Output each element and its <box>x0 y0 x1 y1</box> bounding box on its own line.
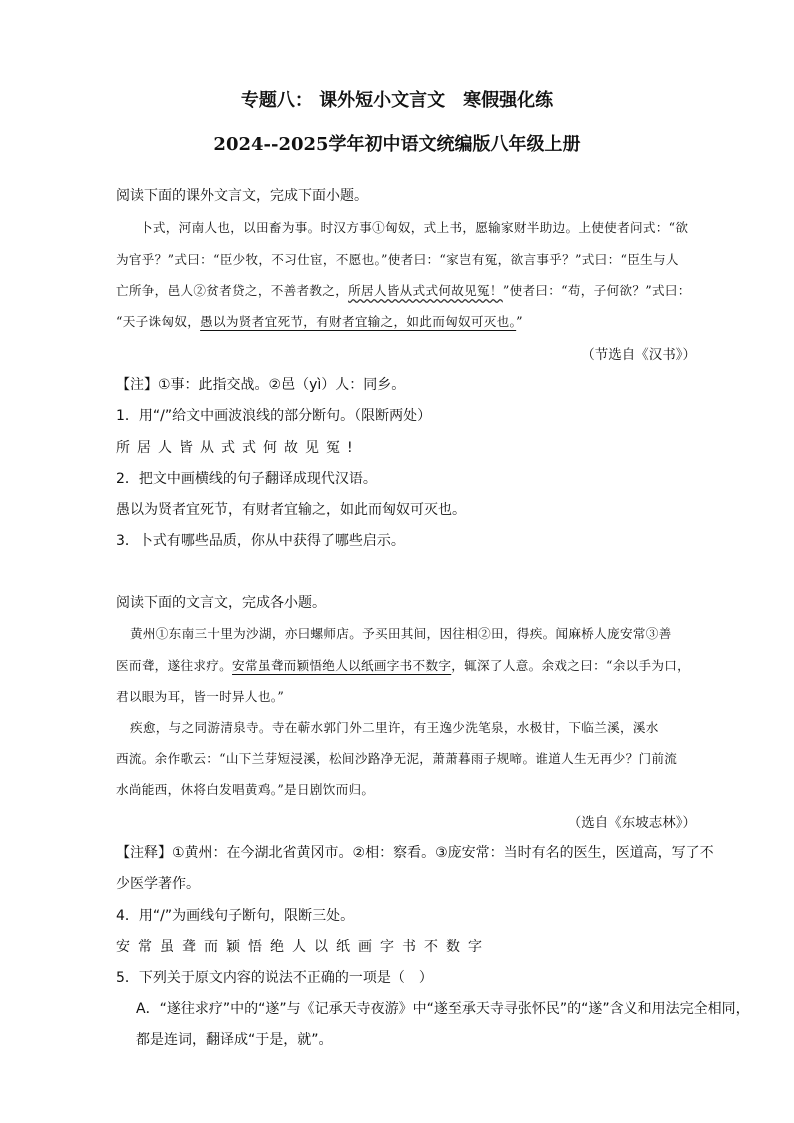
passage2-line2-end: ，辄深了人意。余戏之曰：“余以手为口， <box>451 658 691 673</box>
passage2-line5: 西流。余作歌云：“山下兰芽短浸溪，松间沙路净无泥，萧萧暮雨子规啼。谁道人生无再少？门前流 <box>116 751 678 766</box>
question-3: 3．卜式有哪些品质，你从中获得了哪些启示。 <box>116 533 405 549</box>
passage2-note-line2: 少医学著作。 <box>116 876 200 892</box>
question-5-option-a: A．“遂往求疗”中的“遂”与《记承天寺夜游》中“遂至承天寺寻张怀民”的“遂”含义和用法完全相同， <box>136 1001 750 1017</box>
passage1-line2: 为官乎？”式曰：“臣少牧，不习仕宦，不愿也。”使者曰：“家岂有冤，欲言事乎？”式曰：“臣生与人 <box>116 252 679 267</box>
passage1-note: 【注】①事：此指交战。②邑（yì）人：同乡。 <box>116 377 406 393</box>
passage1-line1: 卜式，河南人也，以田畜为事。时汉方事①匈奴，式上书，愿输家财半助边。上使使者问式：“欲 <box>140 220 689 235</box>
question-1: 1．用“/”给文中画波浪线的部分断句。（限断两处） <box>116 408 432 424</box>
question-5-option-a-cont: 都是连词，翻译成“于是，就”。 <box>136 1032 333 1048</box>
passage2-intro: 阅读下面的文言文，完成各小题。 <box>116 595 326 611</box>
question-4-text: 安常虽聋而颖悟绝人以纸画字书不数字 <box>116 939 490 955</box>
question-5: 5．下列关于原文内容的说法不正确的一项是（ ） <box>116 970 433 986</box>
page-title: 专题八： 课外短小文言文 寒假强化练 <box>240 90 554 111</box>
passage1-line4-start: “天子诛匈奴， <box>116 314 201 329</box>
passage1-source: （节选自《汉书》） <box>581 347 696 363</box>
passage1-intro: 阅读下面的课外文言文，完成下面小题。 <box>116 188 368 204</box>
underlined-sentence: 安常虽聋而颖悟绝人以纸画字书不数字 <box>232 658 452 673</box>
question-1-text: 所居人皆从式式何故见冤! <box>116 440 360 456</box>
page-subtitle: 2024--2025学年初中语文统编版八年级上册 <box>213 134 581 155</box>
passage1-line3-end: ”使者曰：“苟，子何欲？”式曰： <box>502 283 691 298</box>
passage2-line2-start: 医而聋，遂往求疗。 <box>116 658 233 673</box>
passage2-note-line1: 【注释】①黄州：在今湖北省黄冈市。②相：察看。③庞安常：当时有名的医生，医道高，写了不 <box>116 845 714 861</box>
passage2-line6: 水尚能西，休将白发唱黄鸡。”是日剧饮而归。 <box>116 782 375 797</box>
passage2-line3: 君以眼为耳，皆一时异人也。” <box>116 689 285 704</box>
question-2: 2．把文中画横线的句子翻译成现代汉语。 <box>116 471 377 487</box>
passage2-source: （选自《东坡志林》） <box>567 815 696 831</box>
passage2-line4: 疾愈，与之同游清泉寺。寺在蕲水郭门外二里许，有王逸少洗笔泉，水极甘，下临兰溪，溪水 <box>130 720 659 735</box>
question-4: 4．用“/”为画线句子断句，限断三处。 <box>116 908 355 924</box>
question-2-text: 愚以为贤者宜死节，有财者宜输之，如此而匈奴可灭也。 <box>116 502 466 518</box>
passage1-line3 <box>116 281 691 301</box>
passage2-line2 <box>116 656 690 676</box>
passage1-line4-end: ” <box>516 314 523 329</box>
wavy-underlined-text: 所居人皆从式式何故见冤！ <box>348 283 503 298</box>
passage1-line4 <box>116 312 523 332</box>
underlined-sentence: 愚以为贤者宜死节，有财者宜输之，如此而匈奴可灭也。 <box>200 314 517 329</box>
passage1-line3-start: 亡所争，邑人②贫者贷之，不善者教之， <box>116 283 349 298</box>
passage2-line1: 黄州①东南三十里为沙湖，亦曰螺师店。予买田其间，因往相②田，得疾。闻麻桥人庞安常③善 <box>130 626 672 641</box>
